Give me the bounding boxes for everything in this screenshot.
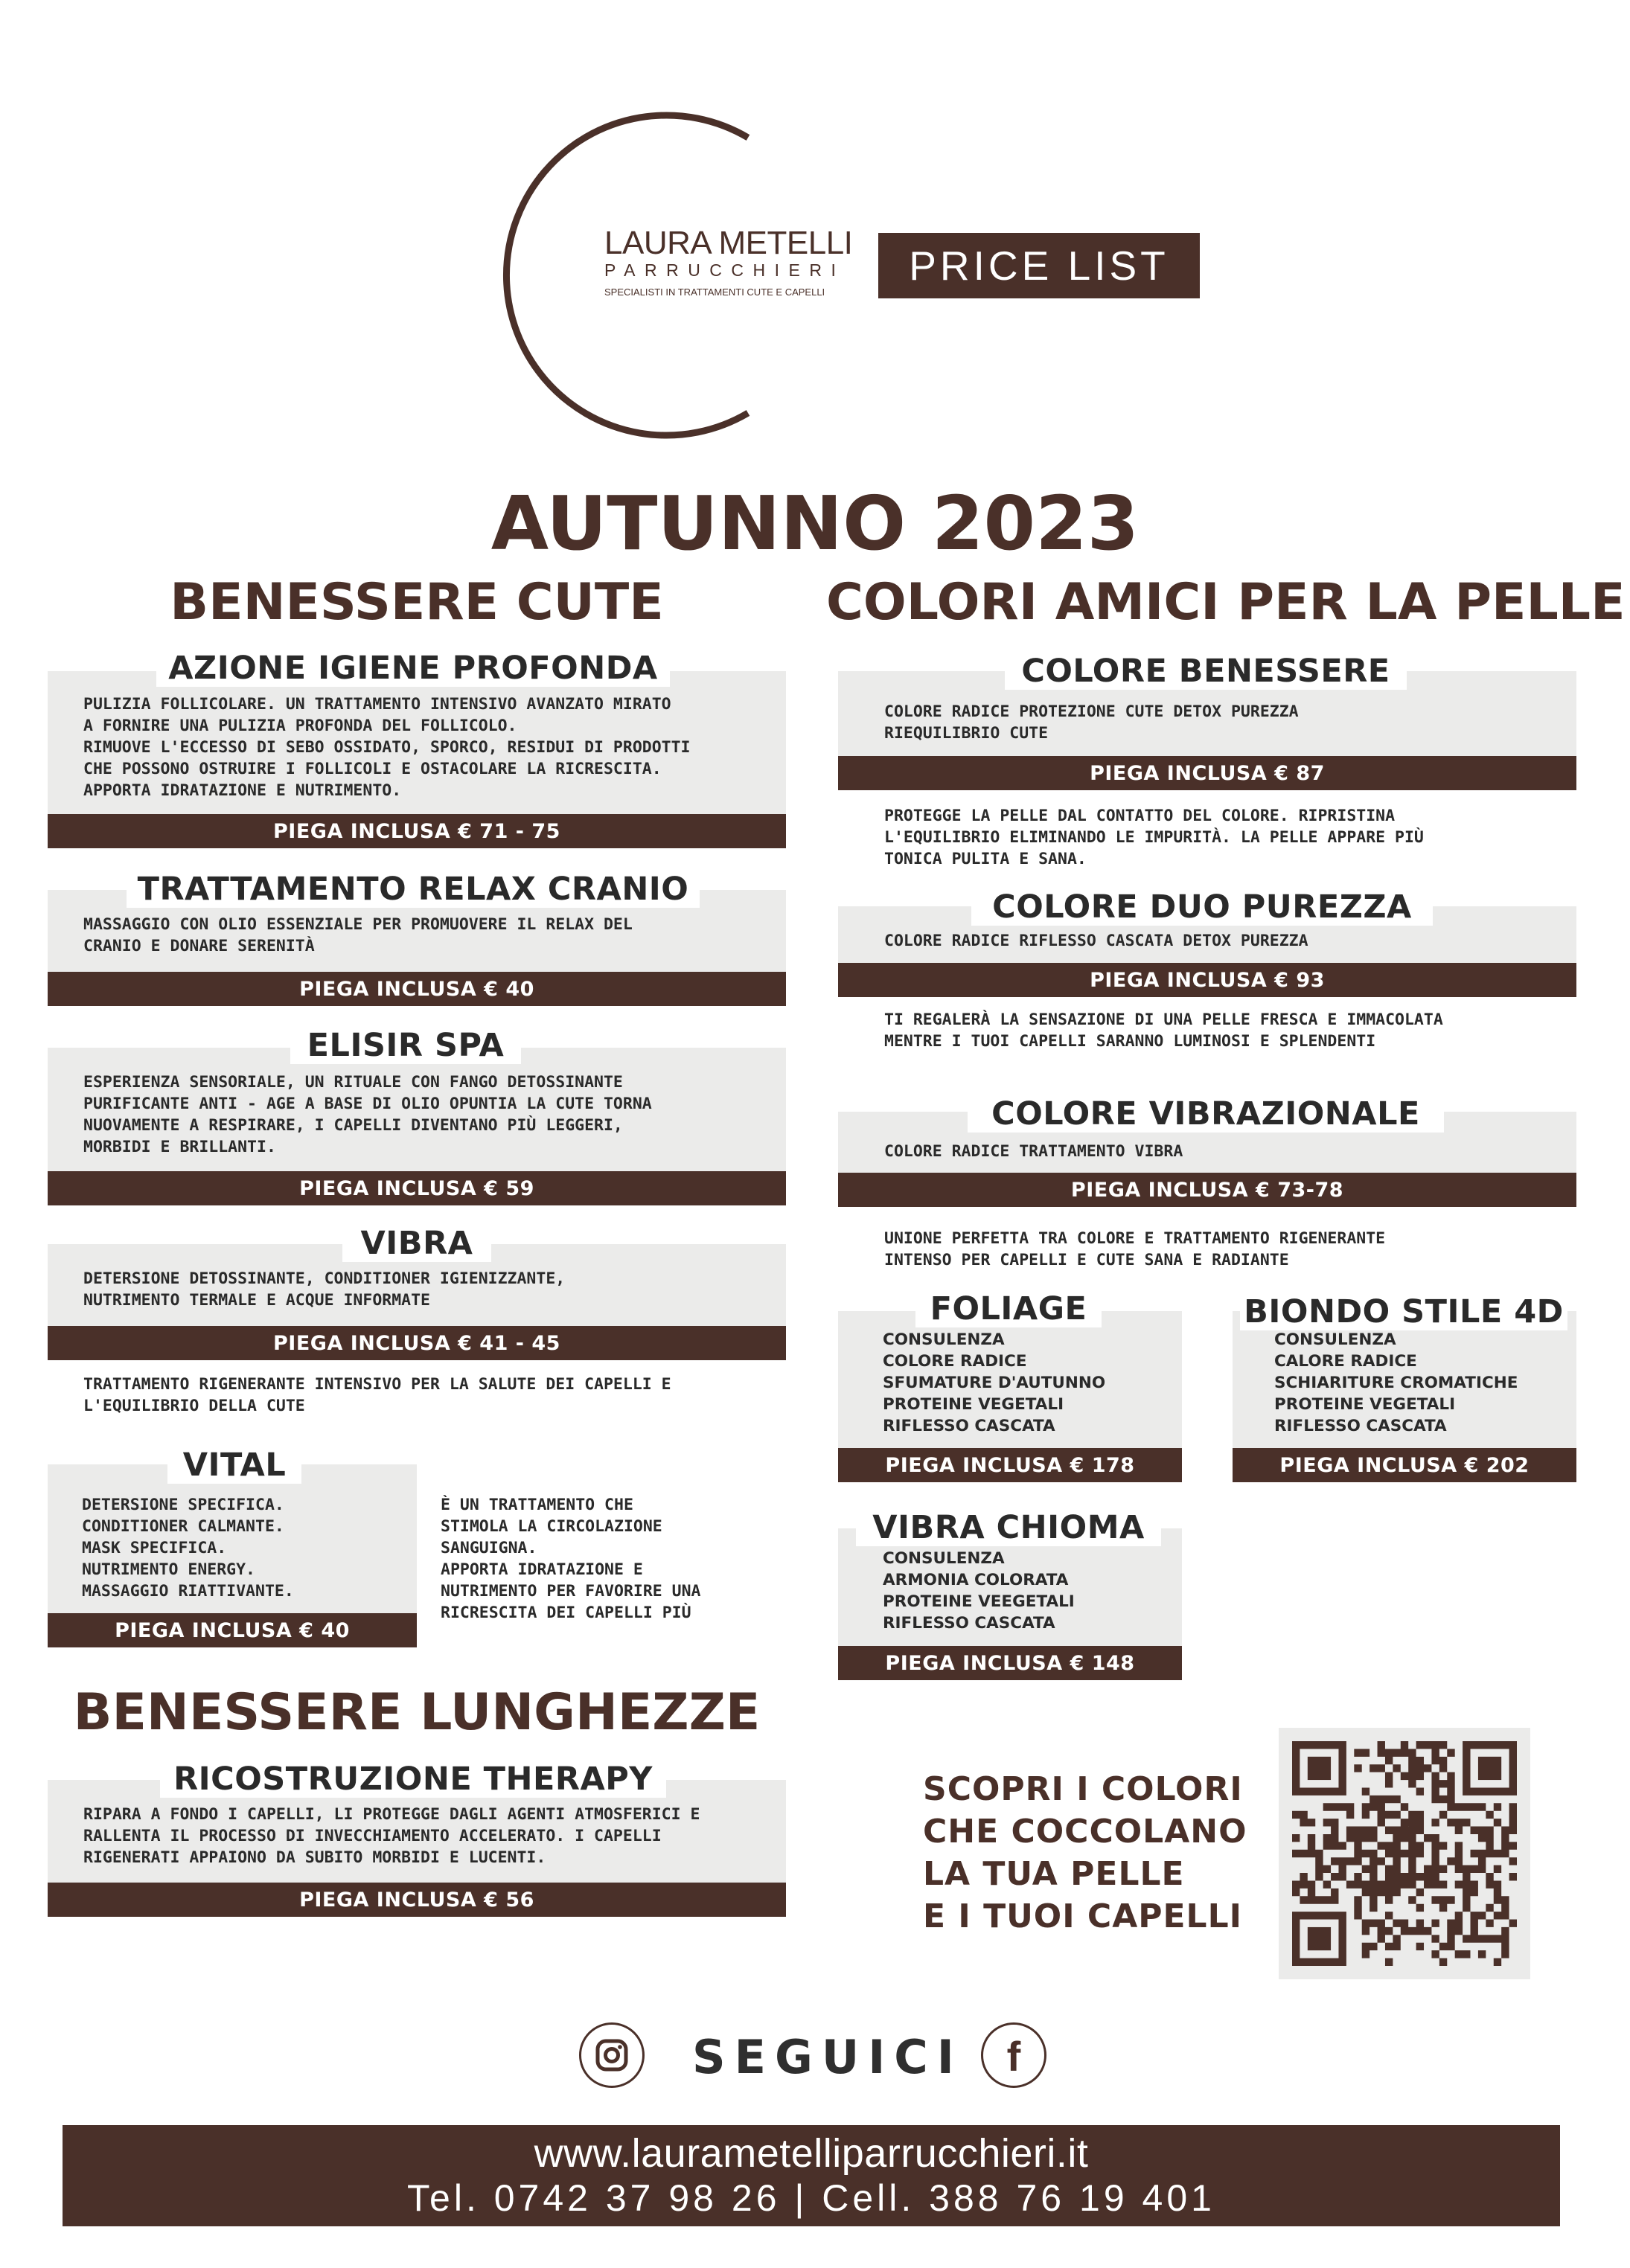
foliage-list bbox=[883, 1329, 1105, 1437]
price-bar: PIEGA INCLUSA € 178 bbox=[838, 1448, 1182, 1482]
biondo-list bbox=[1274, 1329, 1518, 1437]
list-item: RIFLESSO CASCATA bbox=[883, 1614, 1055, 1633]
qr-code[interactable] bbox=[1279, 1728, 1530, 1979]
season-title: AUTUNNO 2023 bbox=[490, 480, 1140, 567]
price-bar: PIEGA INCLUSA € 148 bbox=[838, 1646, 1182, 1680]
card-title: COLORE VIBRAZIONALE bbox=[968, 1095, 1444, 1133]
card-title: AZIONE IGIENE PROFONDA bbox=[156, 650, 670, 687]
footer-bar bbox=[63, 2125, 1560, 2226]
card-description: COLORE RADICE PROTEZIONE CUTE DETOX PUREZZA RIEQUILIBRIO CUTE bbox=[884, 702, 1299, 743]
card-description: DETERSIONE SPECIFICA. CONDITIONER CALMANTE. MASK SPECIFICA. NUTRIMENTO ENERGY. MASSAGGIO RIATTIVANTE. bbox=[82, 1496, 294, 1601]
list-item: CONSULENZA bbox=[883, 1330, 1005, 1349]
price-list-label: PRICE LIST bbox=[909, 243, 1169, 289]
card-description: COLORE RADICE RIFLESSO CASCATA DETOX PUREZZA bbox=[884, 932, 1308, 950]
list-item: RIFLESSO CASCATA bbox=[883, 1417, 1055, 1435]
facebook-icon: f bbox=[1006, 2033, 1021, 2080]
facebook-button[interactable] bbox=[981, 2022, 1046, 2088]
card-title: TRATTAMENTO RELAX CRANIO bbox=[127, 871, 700, 908]
vibra-chioma-list bbox=[883, 1548, 1075, 1634]
list-item: SCHIARITURE CROMATICHE bbox=[1274, 1374, 1518, 1392]
card-description: RIPARA A FONDO I CAPELLI, LI PROTEGGE DAGLI AGENTI ATMOSFERICI E RALLENTA IL PROCESSO DI INVECCHIAMENTO ACCELERATO. I CAPELLI RIGENERATI APPAIONO DA SUBITO MORBIDI E LUCENTI. bbox=[83, 1805, 700, 1867]
price-bar: PIEGA INCLUSA € 93 bbox=[838, 963, 1576, 997]
footer-phones: Tel. 0742 37 98 26 | Cell. 388 76 19 401 bbox=[407, 2177, 1215, 2219]
card-title: ELISIR SPA bbox=[290, 1027, 521, 1064]
card-title: VIBRA bbox=[342, 1225, 491, 1262]
price-bar: PIEGA INCLUSA € 73-78 bbox=[838, 1173, 1576, 1207]
list-item: CONSULENZA bbox=[1274, 1330, 1396, 1349]
list-item: CALORE RADICE bbox=[1274, 1352, 1417, 1371]
card-description: COLORE RADICE TRATTAMENTO VIBRA bbox=[884, 1142, 1183, 1161]
list-item: CONSULENZA bbox=[883, 1549, 1005, 1568]
instagram-icon bbox=[595, 2039, 628, 2072]
card-note: TRATTAMENTO RIGENERANTE INTENSIVO PER LA SALUTE DEI CAPELLI E L'EQUILIBRIO DELLA CUTE bbox=[83, 1375, 671, 1415]
benessere-cute-title: BENESSERE CUTE bbox=[170, 573, 664, 632]
card-description: DETERSIONE DETOSSINANTE, CONDITIONER IGIENIZZANTE, NUTRIMENTO TERMALE E ACQUE INFORMATE bbox=[83, 1269, 566, 1310]
list-item: PROTEINE VEGETALI bbox=[883, 1395, 1064, 1414]
card-description: PULIZIA FOLLICOLARE. UN TRATTAMENTO INTENSIVO AVANZATO MIRATO A FORNIRE UNA PULIZIA PROFONDA DEL FOLLICOLO. RIMUOVE L'ECCESSO DI SEBO OSSIDATO, SPORCO, RESIDUI DI PRODOTTI CHE POSSONO OSTRUIRE I FOLLICOLI E OSTACOLARE LA RICRESCITA. APPORTA IDRATAZIONE E NUTRIMENTO. bbox=[83, 695, 691, 800]
price-bar: PIEGA INCLUSA € 40 bbox=[48, 972, 786, 1006]
price-bar: PIEGA INCLUSA € 87 bbox=[838, 756, 1576, 790]
card-title: BIONDO STILE 4D bbox=[1240, 1293, 1567, 1330]
qr-finder-center bbox=[1308, 1927, 1331, 1950]
list-item: SFUMATURE D'AUTUNNO bbox=[883, 1374, 1106, 1392]
promo-line: CHE COCCOLANO bbox=[923, 1813, 1247, 1851]
card-note: PROTEGGE LA PELLE DAL CONTATTO DEL COLORE. RIPRISTINA L'EQUILIBRIO ELIMINANDO LE IMPURITÀ. LA PELLE APPARE PIÙ TONICA PULITA E SANA. bbox=[884, 807, 1424, 868]
seguici-label: SEGUICI bbox=[692, 2030, 963, 2084]
price-bar: PIEGA INCLUSA € 56 bbox=[48, 1883, 786, 1917]
price-bar: PIEGA INCLUSA € 59 bbox=[48, 1171, 786, 1205]
card-title: FOLIAGE bbox=[915, 1290, 1102, 1327]
promo-line: E I TUOI CAPELLI bbox=[923, 1897, 1242, 1935]
price-bar: PIEGA INCLUSA € 40 bbox=[48, 1613, 417, 1647]
card-note: TI REGALERÀ LA SENSAZIONE DI UNA PELLE FRESCA E IMMACOLATA MENTRE I TUOI CAPELLI SARANNO LUMINOSI E SPLENDENTI bbox=[884, 1010, 1443, 1051]
list-item: COLORE RADICE bbox=[883, 1352, 1027, 1371]
list-item: PROTEINE VEGETALI bbox=[1274, 1395, 1456, 1414]
colori-title: COLORI AMICI PER LA PELLE bbox=[826, 573, 1626, 632]
promo-line: LA TUA PELLE bbox=[923, 1855, 1185, 1893]
card-title: COLORE BENESSERE bbox=[1005, 653, 1407, 690]
brand-tagline: SPECIALISTI IN TRATTAMENTI CUTE E CAPELLI bbox=[604, 286, 825, 298]
card-title: VIBRA CHIOMA bbox=[856, 1509, 1161, 1546]
list-item: ARMONIA COLORATA bbox=[883, 1571, 1069, 1589]
qr-finder-center bbox=[1478, 1757, 1501, 1780]
card-title: COLORE DUO PUREZZA bbox=[971, 888, 1433, 926]
list-item: RIFLESSO CASCATA bbox=[1274, 1417, 1447, 1435]
card-note: UNIONE PERFETTA TRA COLORE E TRATTAMENTO RIGENERANTE INTENSO PER CAPELLI E CUTE SANA E RADIANTE bbox=[884, 1229, 1386, 1269]
benessere-lunghezze-title: BENESSERE LUNGHEZZE bbox=[73, 1683, 761, 1742]
card-note: È UN TRATTAMENTO CHE STIMOLA LA CIRCOLAZIONE SANGUIGNA. APPORTA IDRATAZIONE E NUTRIMENTO PER FAVORIRE UNA RICRESCITA DEI CAPELLI PIÙ bbox=[441, 1496, 701, 1622]
qr-finder-center bbox=[1308, 1757, 1331, 1780]
card-title: VITAL bbox=[167, 1447, 301, 1484]
list-item: PROTEINE VEEGETALI bbox=[883, 1592, 1075, 1611]
promo-line: SCOPRI I COLORI bbox=[923, 1770, 1243, 1808]
card-description: MASSAGGIO CON OLIO ESSENZIALE PER PROMUOVERE IL RELAX DEL CRANIO E DONARE SERENITÀ bbox=[83, 915, 633, 955]
card-title: RICOSTRUZIONE THERAPY bbox=[160, 1761, 666, 1798]
promo-text bbox=[923, 1768, 1247, 1938]
price-list-badge bbox=[878, 233, 1200, 298]
price-bar: PIEGA INCLUSA € 41 - 45 bbox=[48, 1326, 786, 1360]
brand-name: LAURA METELLI bbox=[604, 225, 853, 261]
brand-subtitle: PARRUCCHIERI bbox=[604, 260, 846, 280]
instagram-button[interactable] bbox=[579, 2022, 645, 2088]
card-description: ESPERIENZA SENSORIALE, UN RITUALE CON FANGO DETOSSINANTE PURIFICANTE ANTI - AGE A BASE DI OLIO OPUNTIA LA CUTE TORNA NUOVAMENTE A RESPIRARE, I CAPELLI DIVENTANO PIÙ LEGGERI, MORBIDI E BRILLANTI. bbox=[83, 1073, 652, 1156]
price-bar: PIEGA INCLUSA € 202 bbox=[1233, 1448, 1576, 1482]
price-bar: PIEGA INCLUSA € 71 - 75 bbox=[48, 814, 786, 848]
footer-website[interactable]: www.laurametelliparrucchieri.it bbox=[534, 2131, 1089, 2176]
qr-code-icon bbox=[1279, 1728, 1530, 1979]
